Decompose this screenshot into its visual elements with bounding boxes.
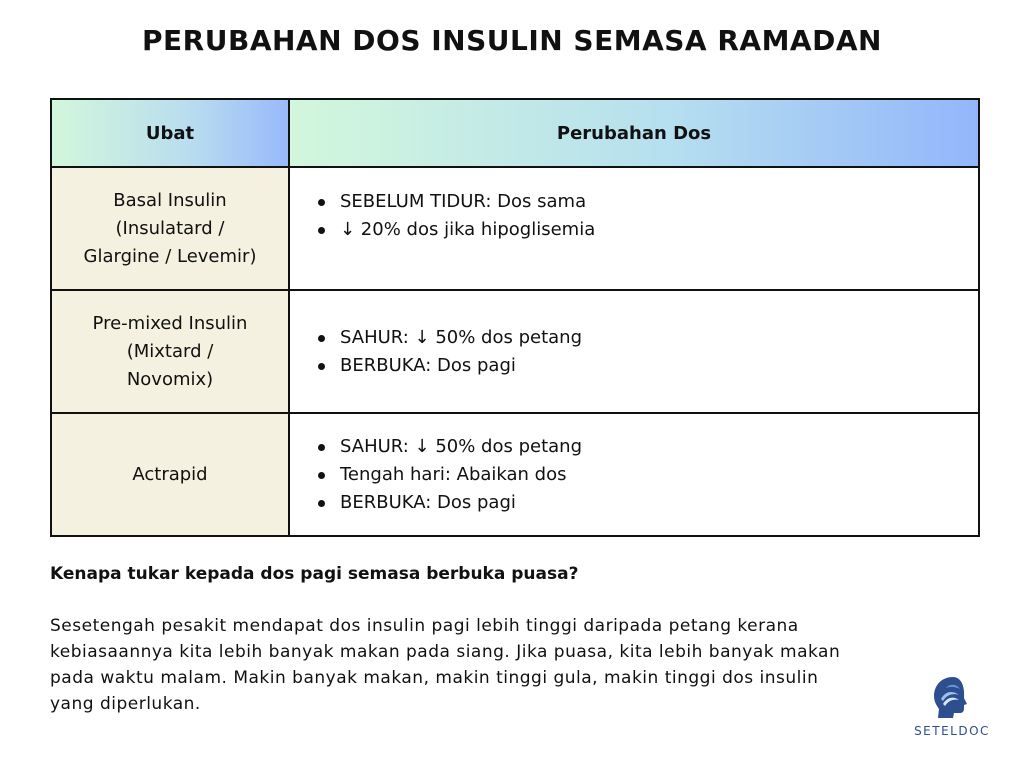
drug-line: Actrapid	[132, 463, 208, 485]
dose-change-cell	[289, 290, 979, 413]
drug-cell	[51, 167, 289, 290]
table-header-row	[51, 99, 979, 167]
list-item: BERBUKA: Dos pagi	[316, 352, 958, 380]
dose-change-list	[316, 324, 958, 380]
dose-change-list	[316, 188, 958, 244]
list-item: SEBELUM TIDUR: Dos sama	[316, 188, 958, 216]
list-item: SAHUR: ↓ 50% dos petang	[316, 324, 958, 352]
answer-line: kebiasaannya kita lebih banyak makan pada siang. Jika puasa, kita lebih banyak makan	[50, 642, 841, 662]
drug-line: Novomix)	[126, 368, 214, 390]
seteldoc-logo	[914, 674, 990, 738]
table-row	[51, 413, 979, 536]
insulin-dose-table	[50, 98, 980, 537]
drug-cell	[51, 290, 289, 413]
logo-text: SETELDOC	[914, 724, 990, 738]
table-row	[51, 167, 979, 290]
dose-change-cell	[289, 413, 979, 536]
drug-line: (Mixtard /	[126, 340, 214, 362]
answer-line: yang diperlukan.	[50, 694, 201, 714]
head-profile-icon	[929, 674, 975, 722]
answer-line: Sesetengah pesakit mendapat dos insulin pagi lebih tinggi daripada petang kerana	[50, 616, 799, 636]
dose-change-list	[316, 433, 958, 517]
drug-line: Glargine / Levemir)	[83, 245, 257, 267]
dose-change-cell	[289, 167, 979, 290]
list-item: ↓ 20% dos jika hipoglisemia	[316, 216, 958, 244]
list-item: Tengah hari: Abaikan dos	[316, 461, 958, 489]
faq-question: Kenapa tukar kepada dos pagi semasa berbuka puasa?	[50, 564, 579, 584]
list-item: SAHUR: ↓ 50% dos petang	[316, 433, 958, 461]
column-header-dose-change: Perubahan Dos	[289, 99, 979, 167]
drug-line: Pre-mixed Insulin	[92, 312, 248, 334]
table-row	[51, 290, 979, 413]
page-title: PERUBAHAN DOS INSULIN SEMASA RAMADAN	[142, 24, 882, 57]
drug-line: Basal Insulin	[113, 189, 227, 211]
column-header-drug: Ubat	[51, 99, 289, 167]
faq-answer	[50, 613, 930, 717]
list-item: BERBUKA: Dos pagi	[316, 489, 958, 517]
answer-line: pada waktu malam. Makin banyak makan, makin tinggi gula, makin tinggi dos insulin	[50, 668, 819, 688]
drug-cell	[51, 413, 289, 536]
drug-line: (Insulatard /	[115, 217, 225, 239]
